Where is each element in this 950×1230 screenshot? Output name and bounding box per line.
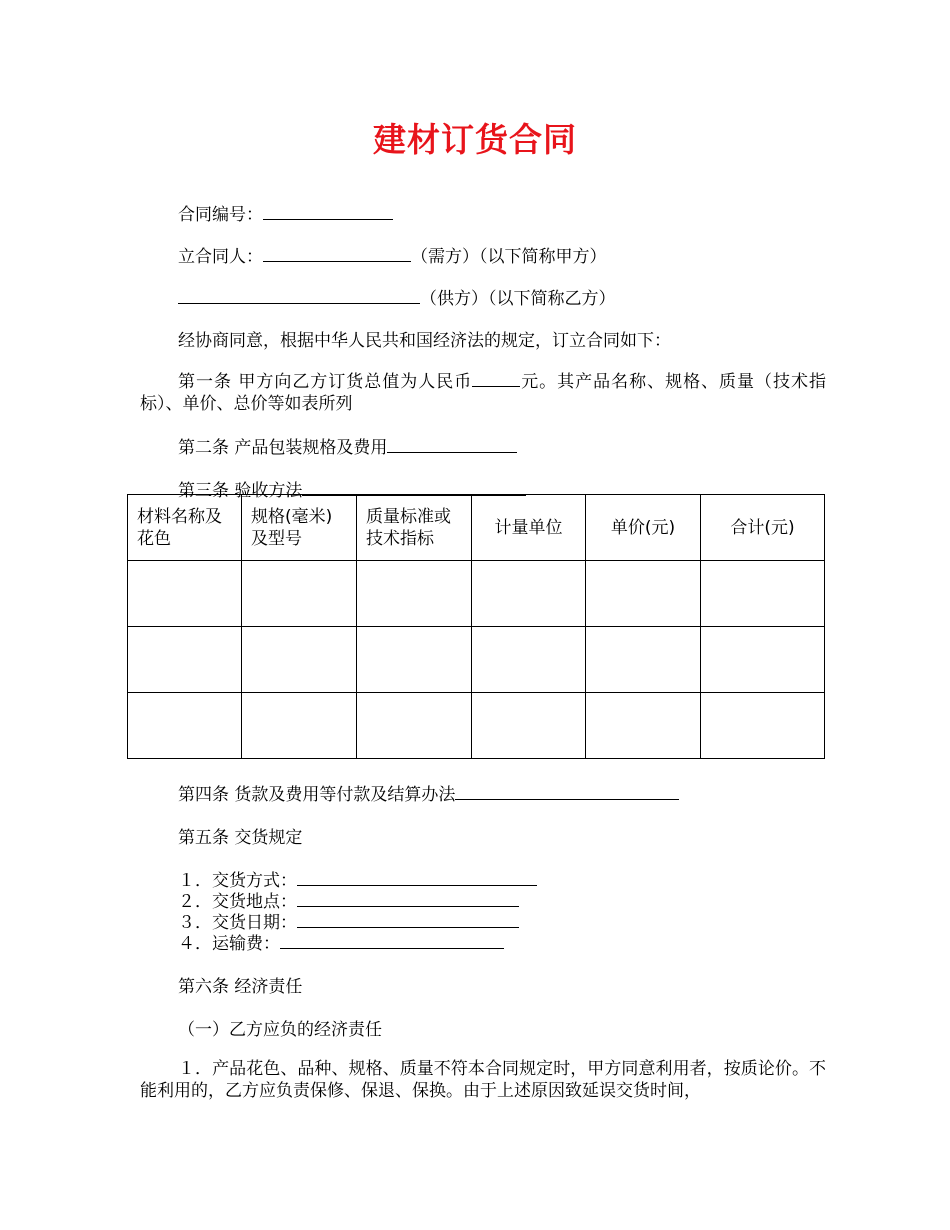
article-4: [178, 780, 679, 805]
table-header-row: [128, 495, 825, 561]
table-cell[interactable]: [242, 627, 357, 693]
article-6: 第六条 经济责任: [178, 977, 303, 997]
table-cell[interactable]: [357, 561, 472, 627]
table-cell[interactable]: [701, 561, 825, 627]
article-1-text-b: 元。其产品名称、规格、质量（技术指标）、单价、总价等如表所列: [140, 372, 826, 414]
total-value-blank[interactable]: [472, 369, 520, 387]
header-unit: 计量单位: [472, 495, 586, 561]
delivery-item-4: [178, 929, 504, 954]
contract-number-label: 合同编号：: [178, 205, 263, 225]
article-4-text: 第四条 货款及费用等付款及结算办法: [178, 785, 456, 805]
table-row: [128, 627, 825, 693]
table-row: [128, 693, 825, 759]
table-cell[interactable]: [472, 627, 586, 693]
table-cell[interactable]: [586, 561, 701, 627]
subsection-1: （一）乙方应负的经济责任: [178, 1020, 382, 1040]
article-4-blank[interactable]: [455, 782, 679, 800]
article-3-text: 第三条 验收方法: [178, 481, 303, 501]
party-a-suffix: （需方）（以下简称甲方）: [411, 247, 607, 267]
contract-number-blank[interactable]: [263, 202, 393, 220]
article-5: 第五条 交货规定: [178, 828, 303, 848]
article-2-blank[interactable]: [387, 435, 517, 453]
header-quality: 质量标准或技术指标: [357, 495, 472, 561]
party-b-line: [178, 284, 616, 309]
header-total: 合计(元): [701, 495, 825, 561]
table-row: [128, 561, 825, 627]
party-label: 立合同人：: [178, 247, 263, 267]
header-spec: 规格(毫米)及型号: [242, 495, 357, 561]
party-b-blank[interactable]: [178, 286, 420, 304]
delivery-method-label: １．交货方式：: [178, 871, 297, 891]
party-b-suffix: （供方）（以下简称乙方）: [420, 289, 616, 309]
contract-number-line: [178, 200, 393, 225]
article-1-text-a: 第一条 甲方向乙方订货总值为人民币: [178, 372, 473, 392]
table-cell[interactable]: [472, 693, 586, 759]
header-price: 单价(元): [586, 495, 701, 561]
table-cell[interactable]: [128, 693, 242, 759]
party-a-line: [178, 242, 607, 267]
delivery-place-blank[interactable]: [297, 889, 519, 907]
article-1: [140, 369, 826, 415]
table-cell[interactable]: [128, 627, 242, 693]
intro-text: 经协商同意，根据中华人民共和国经济法的规定，订立合同如下：: [178, 331, 671, 351]
table-cell[interactable]: [586, 627, 701, 693]
transport-fee-blank[interactable]: [280, 931, 504, 949]
delivery-method-blank[interactable]: [297, 868, 537, 886]
table-cell[interactable]: [701, 693, 825, 759]
article-2: [178, 433, 517, 458]
table-cell[interactable]: [128, 561, 242, 627]
header-material: 材料名称及花色: [128, 495, 242, 561]
table-cell[interactable]: [701, 627, 825, 693]
table-cell[interactable]: [357, 627, 472, 693]
article-2-text: 第二条 产品包装规格及费用: [178, 438, 388, 458]
delivery-place-label: ２．交货地点：: [178, 892, 297, 912]
table-cell[interactable]: [242, 693, 357, 759]
table-cell[interactable]: [472, 561, 586, 627]
product-table: [127, 494, 825, 759]
delivery-date-label: ３．交货日期：: [178, 913, 297, 933]
document-title: 建材订货合同: [373, 120, 577, 159]
table-cell[interactable]: [242, 561, 357, 627]
clause-1: １．产品花色、品种、规格、质量不符本合同规定时，甲方同意利用者，按质论价。不能利用的，乙方应负责保修、保退、保换。由于上述原因致延误交货时间，: [140, 1059, 826, 1101]
party-a-blank[interactable]: [263, 244, 411, 262]
transport-fee-label: ４．运输费：: [178, 934, 280, 954]
table-cell[interactable]: [357, 693, 472, 759]
table-cell[interactable]: [586, 693, 701, 759]
delivery-date-blank[interactable]: [297, 910, 519, 928]
